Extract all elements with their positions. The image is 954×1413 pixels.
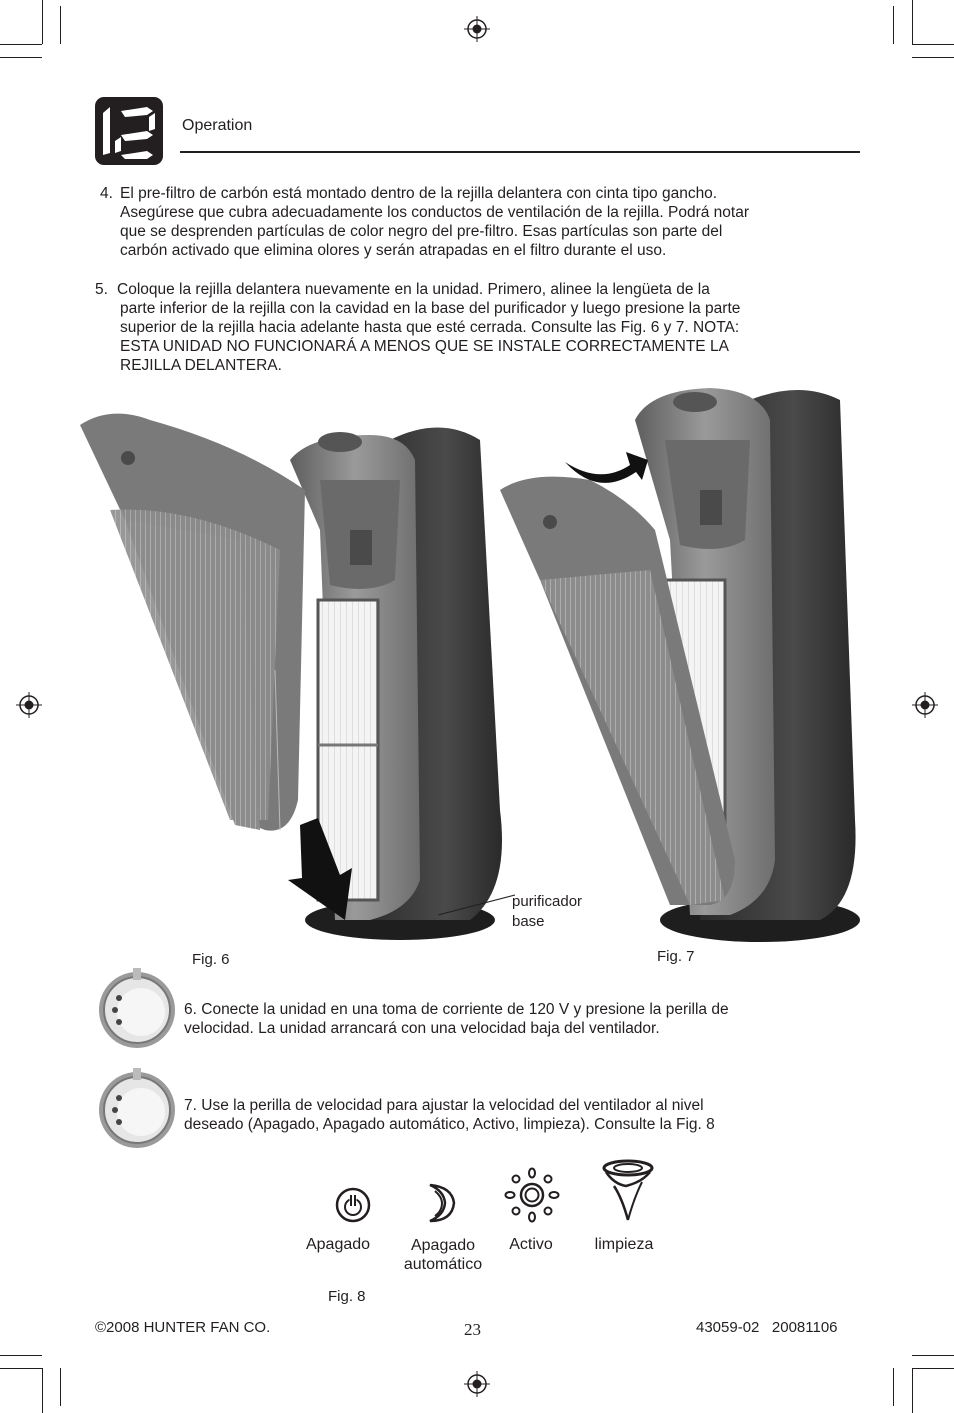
sun-icon xyxy=(503,1166,561,1224)
step-number: 5. xyxy=(95,281,108,298)
mode-label-activo: Activo xyxy=(509,1236,553,1253)
step-number: 7. xyxy=(184,1097,197,1114)
fig6-label: Fig. 6 xyxy=(192,951,230,968)
step-line: Conecte la unidad en una toma de corriente de 120 V y presione la perilla de xyxy=(201,1001,729,1018)
step-7 xyxy=(184,1096,864,1134)
step-line: Asegúrese que cubra adecuadamente los conductos de ventilación de la rejilla. Podrá notar xyxy=(120,204,750,221)
moon-icon xyxy=(418,1181,462,1225)
mode-label-limpieza: limpieza xyxy=(594,1236,654,1253)
fig7-label: Fig. 7 xyxy=(657,948,695,965)
registration-mark-top xyxy=(464,16,490,42)
registration-mark-bottom xyxy=(464,1371,490,1397)
step-line: Coloque la rejilla delantera nuevamente en la unidad. Primero, alinee la lengüeta de la xyxy=(117,281,710,298)
page-number: 23 xyxy=(464,1320,481,1339)
callout-purificador: purificador xyxy=(512,893,583,910)
speed-knob-icon xyxy=(95,966,179,1050)
step-line: deseado (Apagado, Apagado automático, Activo, limpieza). Consulte la Fig. 8 xyxy=(184,1116,715,1133)
step-line: carbón activado que elimina olores y serán atrapadas en el filtro durante el uso. xyxy=(120,242,667,259)
step-line: El pre-filtro de carbón está montado dentro de la rejilla delantera con cinta tipo gancho. xyxy=(120,185,718,202)
footer-copyright: ©2008 HUNTER FAN CO. xyxy=(95,1319,271,1336)
mode-label-apagado: Apagado xyxy=(305,1236,371,1253)
header-rule xyxy=(180,151,860,153)
step-line: Use la perilla de velocidad para ajustar la velocidad del ventilador al nivel xyxy=(201,1097,704,1114)
fig6-front-grille xyxy=(80,414,305,831)
section-title: Operation xyxy=(182,117,253,134)
step-line: superior de la rejilla hacia adelante hasta que esté cerrada. Consulte las Fig. 6 y 7. NOTA: xyxy=(120,319,740,336)
registration-mark-left xyxy=(16,692,42,718)
step-line: parte inferior de la rejilla con la cavidad en la base del purificador y luego presione la parte xyxy=(120,300,741,317)
step-line: velocidad. La unidad arrancará con una velocidad baja del ventilador. xyxy=(184,1020,660,1037)
step-5 xyxy=(95,280,860,375)
step-4 xyxy=(100,184,860,260)
callout-base: base xyxy=(512,913,545,930)
step-number: 6. xyxy=(184,1001,197,1018)
fig6-fig7-illustration xyxy=(70,380,870,950)
power-icon xyxy=(334,1186,372,1224)
fig8-label: Fig. 8 xyxy=(328,1288,366,1305)
registration-mark-right xyxy=(912,692,938,718)
mode-label-apagado-automatico: Apagado automático xyxy=(403,1237,483,1273)
section-logo-icon xyxy=(95,97,163,165)
footer-doc-code: 43059-02 20081106 xyxy=(696,1319,838,1336)
step-line: ESTA UNIDAD NO FUNCIONARÁ A MENOS QUE SE INSTALE CORRECTAMENTE LA xyxy=(120,338,729,355)
step-line: REJILLA DELANTERA. xyxy=(120,357,282,374)
step-number: 4. xyxy=(100,185,113,202)
step-line: que se desprenden partículas de color negro del pre-filtro. Esas partículas son parte del xyxy=(120,223,723,240)
tornado-icon xyxy=(598,1158,658,1224)
speed-knob-icon xyxy=(95,1066,179,1150)
step-6 xyxy=(184,1000,864,1038)
